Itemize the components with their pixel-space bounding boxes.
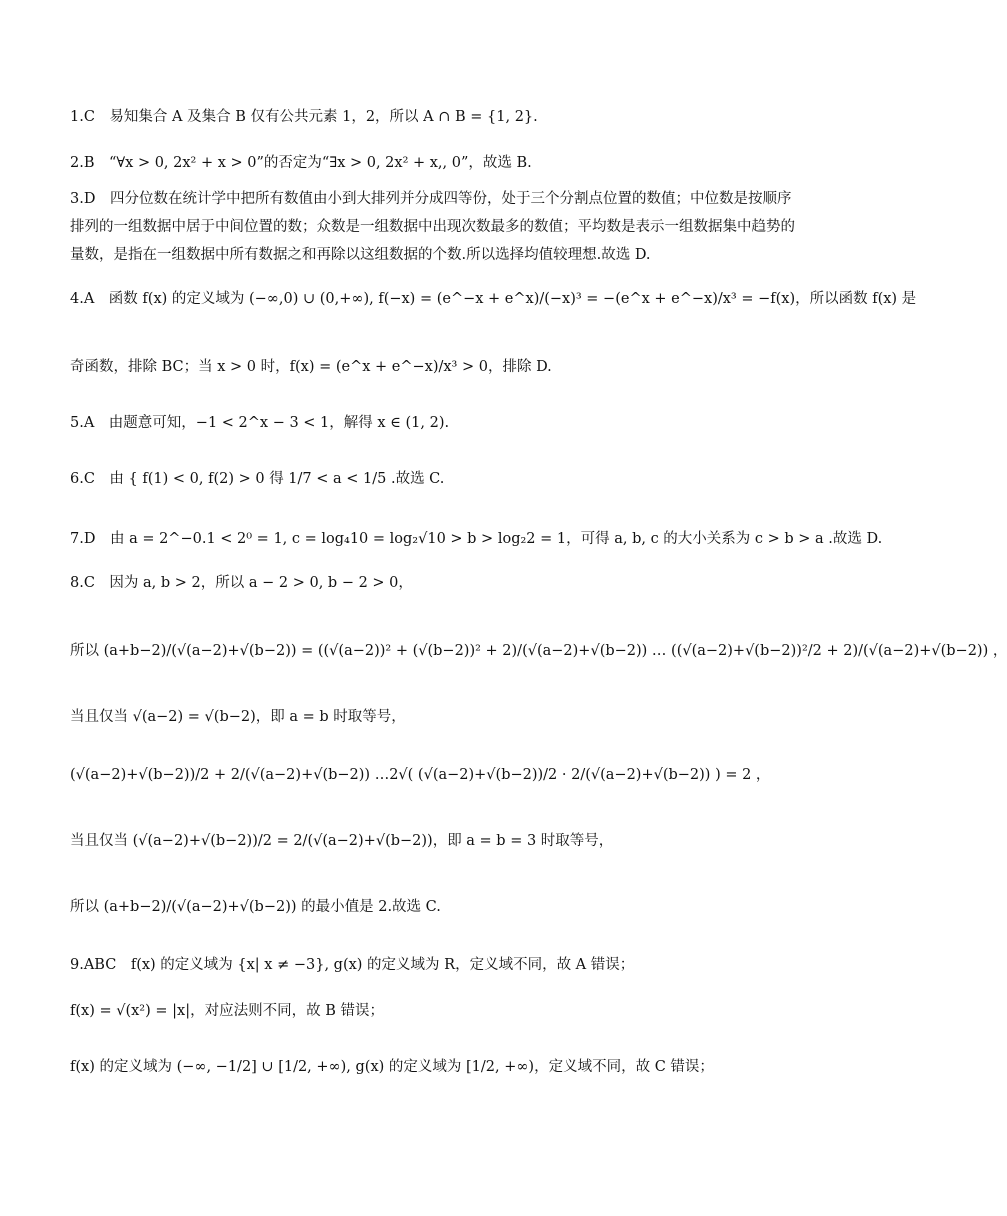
answer-4-line2 [70, 356, 820, 378]
answer-8-text-c: 当且仅当 √(a−2) = √(b−2)，即 a = b 时取等号， [70, 709, 406, 725]
answer-8-text-e: 当且仅当 (√(a−2)+√(b−2))/2 = 2/(√(a−2)+√(b−2))，即 a = b = 3 时取等号， [70, 833, 614, 849]
answer-4-line1 [70, 288, 917, 310]
answer-8-text-a: 8.C 因为 a, b > 2，所以 a − 2 > 0, b − 2 > 0， [70, 575, 413, 591]
answer-9-line1 [70, 954, 820, 976]
answer-1-text: 1.C 易知集合 A 及集合 B 仅有公共元素 1，2，所以 A ∩ B = {1, 2}. [70, 109, 538, 125]
answer-8-line2 [70, 640, 1007, 662]
answer-8-line4 [70, 764, 820, 786]
answer-8-line3 [70, 706, 820, 728]
answer-6-text: 6.C 由 { f(1) < 0, f(2) > 0 得 1/7 < a < 1/5 .故选 C. [70, 471, 445, 487]
answer-8-line5 [70, 830, 820, 852]
answer-7 [70, 528, 883, 550]
answer-4-text-a: 4.A 函数 f(x) 的定义域为 (−∞,0) ∪ (0,+∞), f(−x) = (e^−x + e^x)/(−x)³ = −(e^x + e^−x)/x³ = −f(x)，所以函数 f(x) 是 [70, 291, 917, 307]
answer-3 [70, 185, 800, 269]
answer-8-text-b: 所以 (a+b−2)/(√(a−2)+√(b−2)) = ((√(a−2))² + (√(b−2))² + 2)/(√(a−2)+√(b−2)) … ((√(a−2)+√(b−2))²/2 + 2)/(√(a−2)+√(b−2)) ， [70, 643, 1007, 659]
answer-2 [70, 152, 820, 174]
answer-6 [70, 468, 820, 490]
answer-9-line3 [70, 1056, 820, 1078]
answer-8-text-d: (√(a−2)+√(b−2))/2 + 2/(√(a−2)+√(b−2)) …2√( (√(a−2)+√(b−2))/2 · 2/(√(a−2)+√(b−2)) ) = 2 ， [70, 767, 771, 783]
answer-4-text-b: 奇函数，排除 BC；当 x > 0 时，f(x) = (e^x + e^−x)/x³ > 0，排除 D. [70, 359, 552, 375]
answer-8-line1 [70, 572, 820, 594]
answer-8-text-f: 所以 (a+b−2)/(√(a−2)+√(b−2)) 的最小值是 2.故选 C. [70, 899, 441, 915]
answer-9-text-a: 9.ABC f(x) 的定义域为 {x| x ≠ −3}, g(x) 的定义域为 R，定义域不同，故 A 错误； [70, 957, 635, 973]
answer-3-text: 3.D 四分位数在统计学中把所有数值由小到大排列并分成四等份，处于三个分割点位置的数值；中位数是按顺序排列的一组数据中居于中间位置的数；众数是一组数据中出现次数最多的数值；平均数是表示一组数据集中趋势的量数，是指在一组数据中所有数据之和再除以这组数据的个数.所以选择均值较理想.故选 D. [70, 191, 795, 263]
answer-5 [70, 412, 820, 434]
answer-1 [70, 106, 820, 128]
answer-9-text-c: f(x) 的定义域为 (−∞, −1/2] ∪ [1/2, +∞), g(x) 的定义域为 [1/2, +∞)，定义域不同，故 C 错误； [70, 1059, 714, 1075]
answer-5-text: 5.A 由题意可知，−1 < 2^x − 3 < 1，解得 x ∈ (1, 2). [70, 415, 450, 431]
answer-8-line6 [70, 896, 820, 918]
answer-9-line2 [70, 1000, 820, 1022]
answer-2-text: 2.B “∀x > 0, 2x² + x > 0”的否定为“∃x > 0, 2x² + x,, 0”，故选 B. [70, 155, 532, 171]
answer-7-text: 7.D 由 a = 2^−0.1 < 2⁰ = 1, c = log₄10 = log₂√10 > b > log₂2 = 1，可得 a, b, c 的大小关系为 c > b > a .故选 D. [70, 531, 883, 547]
answer-9-text-b: f(x) = √(x²) = |x|，对应法则不同，故 B 错误； [70, 1003, 384, 1019]
